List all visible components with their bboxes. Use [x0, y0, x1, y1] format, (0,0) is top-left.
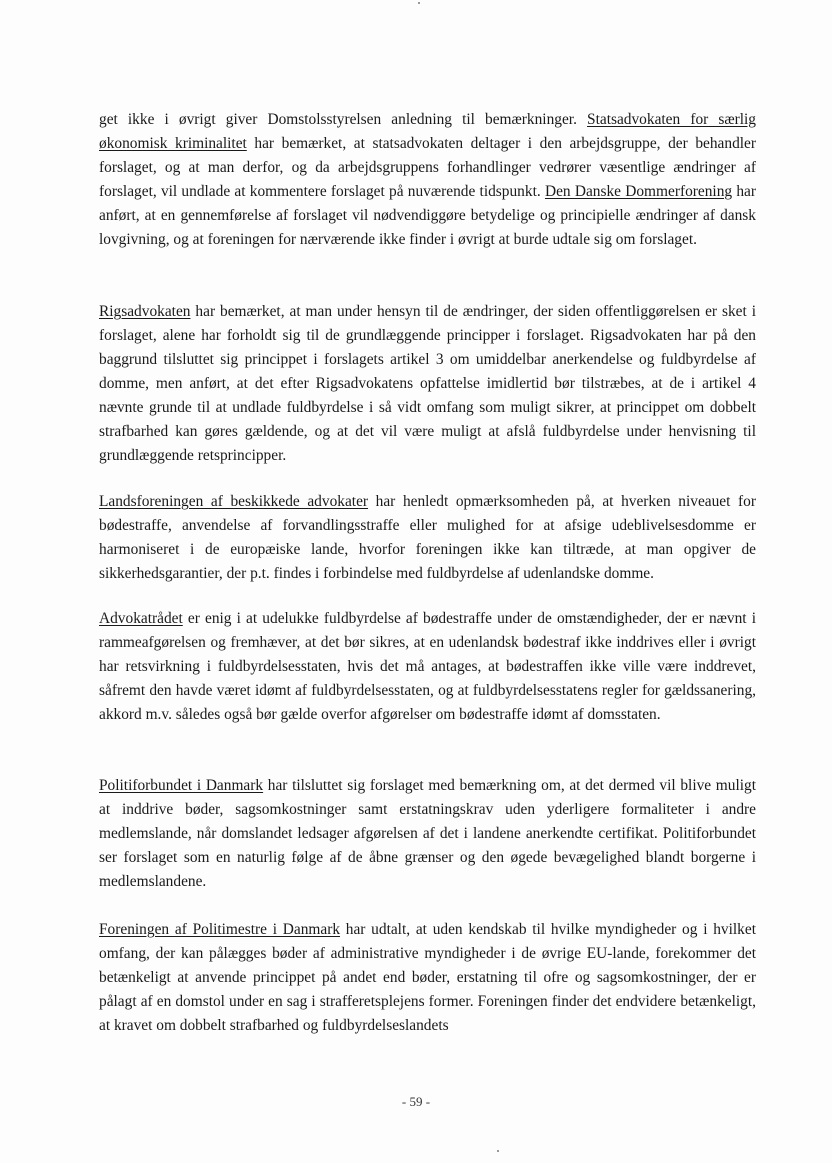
paragraph-politimestre	[99, 918, 756, 1038]
organization-name: Advokatrådet	[99, 610, 183, 627]
paragraph-landsforeningen	[99, 490, 756, 586]
paragraph-text: er enig i at udelukke fuldbyrdelse af bødestraffe under de omstændigheder, der er nævnt i rammeafgørelsen og fremhæver, at det bør sikres, at en udenlandsk bødestraf ikke inddrives eller i øvrigt har retsvirkning i fuldbyrdelsesstaten, hvis det må antages, at bødestraffen ikke ville være inddrevet, såfremt den havde været idømt af fuldbyrdelsesstaten, og at fuldbyrdelsesstatens regler for gældssanering, akkord m.v. således også bør gælde overfor afgørelser om bødestraffe idømt af domsstaten.	[99, 610, 756, 723]
paragraph-text: har tilsluttet sig forslaget med bemærkning om, at det dermed vil blive muligt at inddrive bøder, sagsomkostninger samt erstatningskrav uden yderligere formaliteter i andre medlemslande, når domslandet ledsager afgørelsen af det i landene anerkendte certifikat. Politiforbundet ser forslaget som en naturlig følge af de åbne grænser og den øgede bevægelighed blandt borgerne i medlemslandene.	[99, 777, 756, 890]
organization-name: Den Danske Dommerforening	[544, 183, 733, 200]
organization-name: Politiforbundet i Danmark	[99, 777, 264, 794]
scan-speck	[418, 2, 420, 4]
paragraph-text: har bemærket, at man under hensyn til de ændringer, der siden offentliggørelsen er sket i forslaget, alene har forholdt sig til de grundlæggende principper i forslaget. Rigsadvokaten har på den baggrund tilsluttet sig princippet i forslagets artikel 3 om umiddelbar anerkendelse og fuldbyrdelse af domme, men anført, at det efter Rigsadvokatens opfattelse imidlertid bør tilstræbes, at de i artikel 4 nævnte grunde til at undlade fuldbyrdelse i så vidt omfang som muligt sikrer, at princippet om dobbelt strafbarhed kan gøres gældende, og at det vil være muligt at afslå fuldbyrdelse under henvisning til grundlæggende retsprincipper.	[99, 303, 756, 464]
paragraph-text: get ikke i øvrigt giver Domstolsstyrelsen anledning til bemærkninger.	[99, 111, 588, 128]
organization-name: Foreningen af Politimestre i Danmark	[99, 921, 341, 938]
organization-name: Statsadvokaten for særlig økonomisk kriminalitet	[99, 111, 756, 152]
paragraph-politiforbundet	[99, 774, 756, 894]
paragraph-text: har udtalt, at uden kendskab til hvilke myndigheder og i hvilket omfang, der kan pålægges bøder af administrative myndigheder i de øvrige EU-lande, forekommer det betænkeligt at anvende princippet på andet end bøder, erstatning til ofre og sagsomkostninger, der er pålagt af en domstol under en sag i strafferetsplejens former. Foreningen finder det endvidere betænkeligt, at kravet om dobbelt strafbarhed og fuldbyrdelseslandets	[99, 921, 756, 1034]
paragraph-text: har bemærket, at statsadvokaten deltager i den arbejdsgruppe, der behandler forslaget, og at man derfor, og da arbejdsgruppens forhandlinger vedrører væsentlige ændringer af forslaget, vil undlade at kommentere forslaget på nuværende tidspunkt.	[99, 135, 757, 200]
paragraph-text: har henledt opmærksomheden på, at hverken niveauet for bødestraffe, anvendelse af forvandlingsstraffe eller mulighed for at afsige udeblivelsesdomme er harmoniseret i de europæiske lande, hvorfor foreningen ikke kan tiltræde, at man opgiver de sikkerhedsgarantier, der p.t. findes i forbindelse med fuldbyrdelse af udenlandske domme.	[99, 493, 756, 582]
scan-speck	[497, 1150, 499, 1152]
page-number: - 59 -	[401, 1094, 431, 1109]
paragraph-text: har anført, at en gennemførelse af forslaget vil nødvendiggøre betydelige og principielle ændringer af dansk lovgivning, og at foreningen for nærværende ikke finder i øvrigt at burde udtale sig om forslaget.	[99, 183, 756, 248]
paragraph-domstolsstyrelsen	[99, 108, 756, 252]
paragraph-advokatraadet	[99, 607, 756, 727]
organization-name: Rigsadvokaten	[99, 303, 191, 320]
organization-name: Landsforeningen af beskikkede advokater	[99, 493, 369, 510]
paragraph-rigsadvokaten	[99, 300, 756, 468]
